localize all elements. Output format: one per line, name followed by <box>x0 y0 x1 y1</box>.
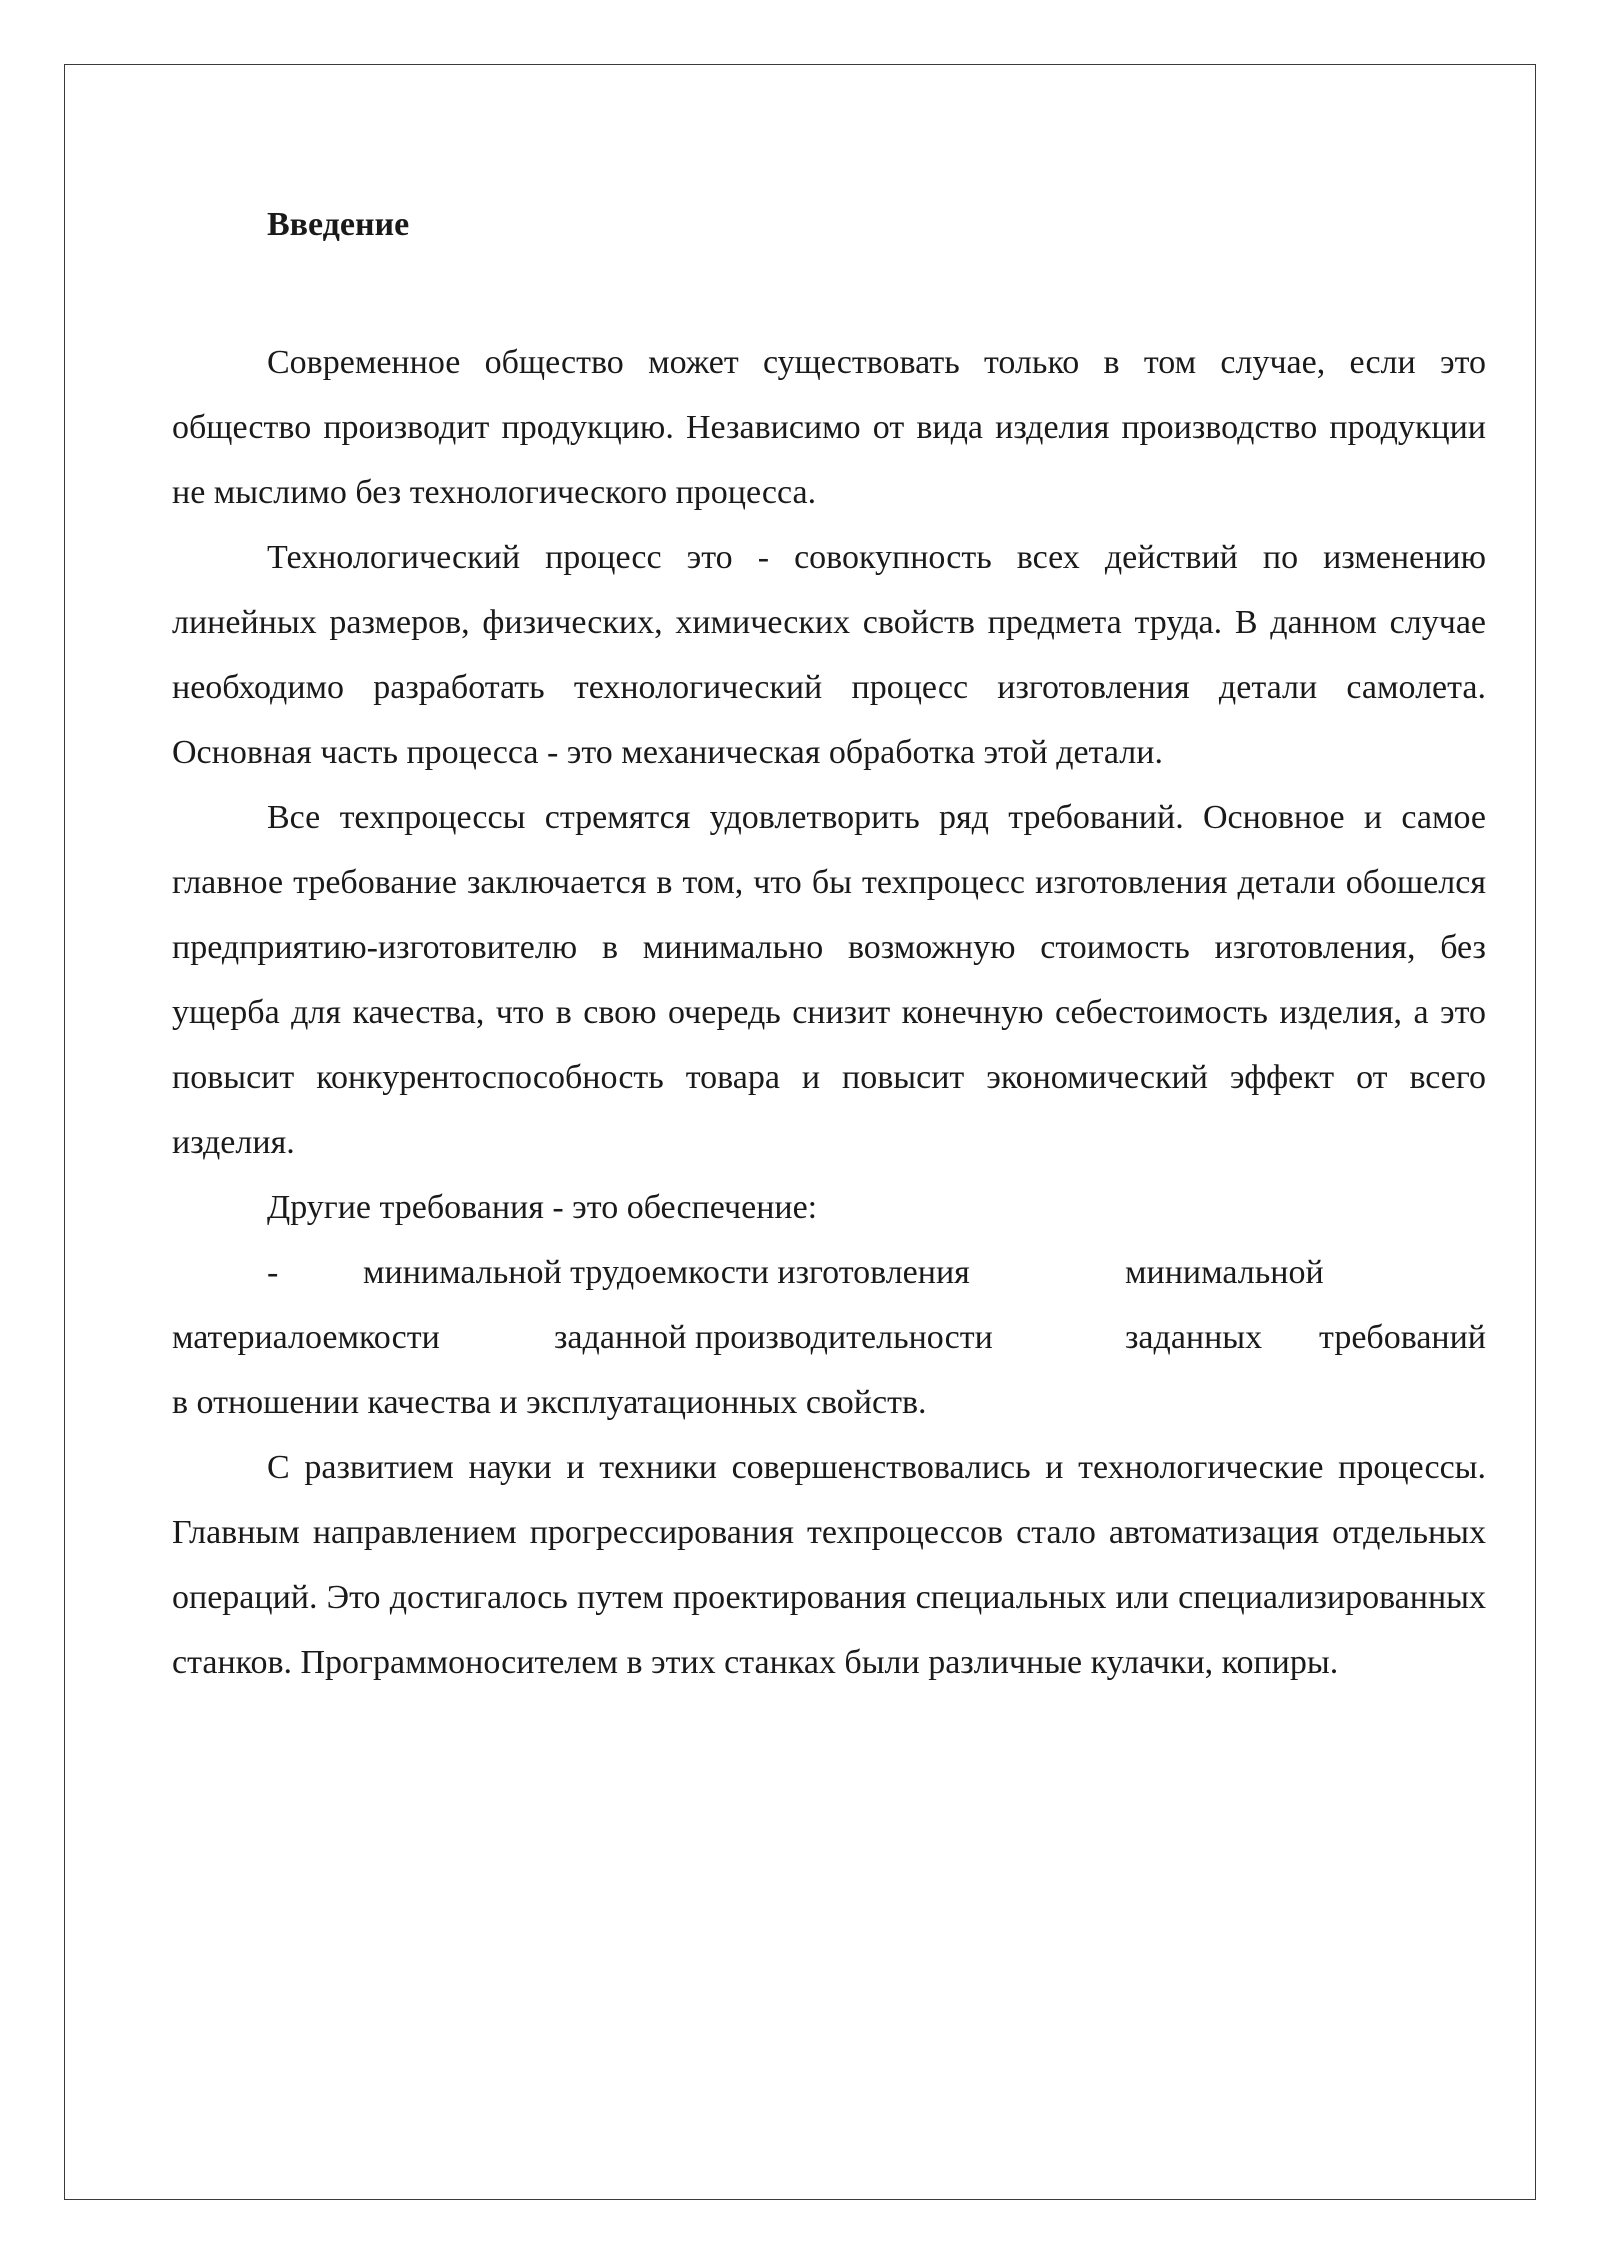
paragraph-3: Все техпроцессы стремятся удовлетворить ряд требований. Основное и самое главное требование заключается в том, что бы техпроцесс изготовления детали обошелся предприятию-изготовителю в минимально возможную стоимость изготовления, без ущерба для качества, что в свою очередь снизит конечную себестоимость изделия, а это повысит конкурентоспособность товара и повысит экономический эффект от всего изделия. <box>172 799 1486 1161</box>
list-dash: - <box>267 1254 279 1291</box>
list-item-quality-c: в отношении качества и эксплуатационных свойств. <box>172 1384 927 1421</box>
requirements-list-line-1 <box>172 1240 1486 1305</box>
list-item-material-b: материалоемкости <box>172 1319 440 1356</box>
paragraph-closing: С развитием науки и техники совершенствовались и технологические процессы. Главным направлением прогрессирования техпроцессов стало автоматизация отдельных операций. Это достигалось путем проектирования специальных или специализированных станков. Программоносителем в этих станках были различные кулачки, копиры. <box>172 1449 1486 1681</box>
paragraph-4: Другие требования - это обеспечение: <box>267 1189 818 1226</box>
list-item-productivity: заданной производительности <box>554 1319 993 1356</box>
document-body <box>172 200 1486 1695</box>
paragraph-2: Технологический процесс это - совокупность всех действий по изменению линейных размеров, физических, химических свойств предмета труда. В данном случае необходимо разработать технологический процесс изготовления детали самолета. Основная часть процесса - это механическая обработка этой детали. <box>172 539 1486 771</box>
list-item-quality-a: заданных <box>1125 1319 1263 1356</box>
requirements-list-line-2 <box>172 1305 1486 1370</box>
list-item-quality-b: требований <box>1319 1319 1486 1356</box>
paragraph-1: Современное общество может существовать только в том случае, если это общество производит продукцию. Независимо от вида изделия производство продукции не мыслимо без технологического процесса. <box>172 344 1486 511</box>
list-item-labor: минимальной трудоемкости изготовления <box>363 1254 970 1291</box>
section-heading: Введение <box>267 206 410 243</box>
list-item-material-a: минимальной <box>1125 1254 1324 1291</box>
